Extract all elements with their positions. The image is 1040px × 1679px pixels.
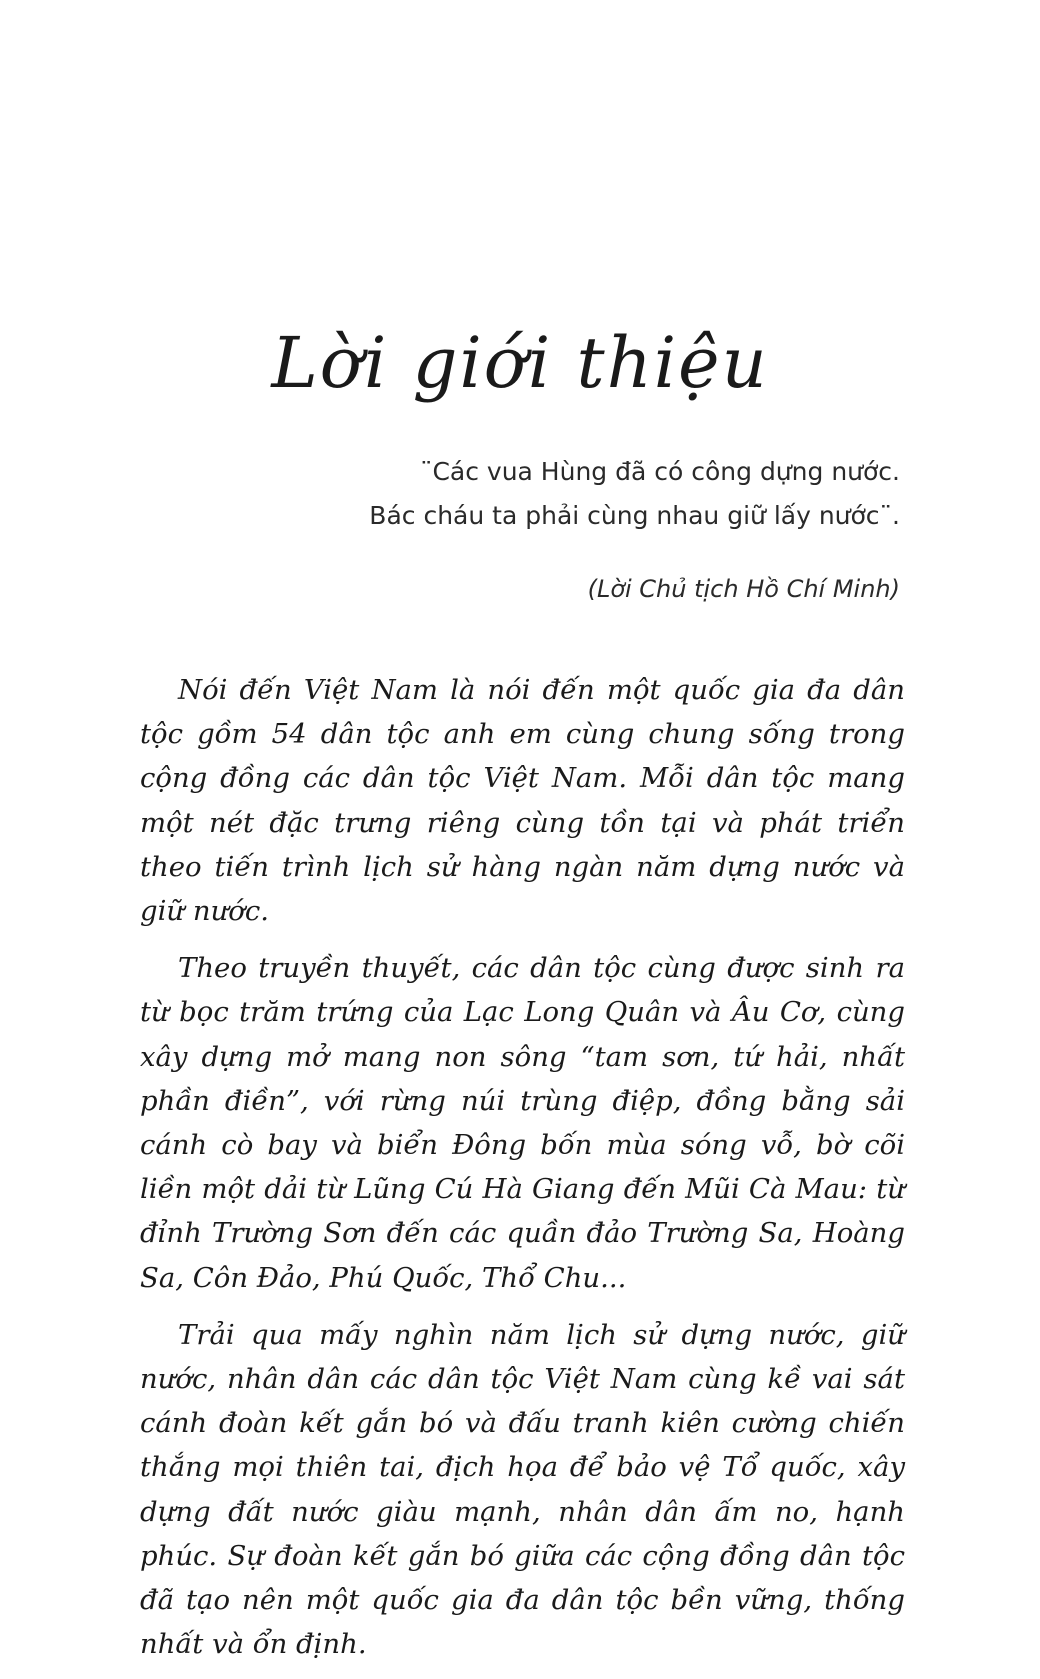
- epigraph-quote: [340, 450, 900, 538]
- paragraph: Nói đến Việt Nam là nói đến một quốc gia đa dân tộc gồm 54 dân tộc anh em cùng chung sống trong cộng đồng các dân tộc Việt Nam. Mỗi dân tộc mang một nét đặc trưng riêng cùng tồn tại và phát triển theo tiến trình lịch sử hàng ngàn năm dựng nước và giữ nước.: [140, 674, 905, 928]
- epigraph-attribution: (Lời Chủ tịch Hồ Chí Minh): [587, 575, 900, 603]
- epigraph-line: Bác cháu ta phải cùng nhau giữ lấy nước¨.: [369, 501, 900, 530]
- page-title: Lời giới thiệu: [271, 322, 769, 404]
- body-text: [140, 668, 905, 1679]
- epigraph-line: ¨Các vua Hùng đã có công dựng nước.: [419, 457, 900, 486]
- paragraph: Theo truyền thuyết, các dân tộc cùng được sinh ra từ bọc trăm trứng của Lạc Long Quân và Âu Cơ, cùng xây dựng mở mang non sông “tam sơn, tứ hải, nhất phần điền”, với rừng núi trùng điệp, đồng bằng sải cánh cò bay và biển Đông bốn mùa sóng vỗ, bờ cõi liền một dải từ Lũng Cú Hà Giang đến Mũi Cà Mau: từ đỉnh Trường Sơn đến các quần đảo Trường Sa, Hoàng Sa, Côn Đảo, Phú Quốc, Thổ Chu...: [140, 952, 905, 1294]
- paragraph: Trải qua mấy nghìn năm lịch sử dựng nước, giữ nước, nhân dân các dân tộc Việt Nam cùng kề vai sát cánh đoàn kết gắn bó và đấu tranh kiên cường chiến thắng mọi thiên tai, địch họa để bảo vệ Tổ quốc, xây dựng đất nước giàu mạnh, nhân dân ấm no, hạnh phúc. Sự đoàn kết gắn bó giữa các cộng đồng dân tộc đã tạo nên một quốc gia đa dân tộc bền vững, thống nhất và ổn định.: [140, 1318, 905, 1661]
